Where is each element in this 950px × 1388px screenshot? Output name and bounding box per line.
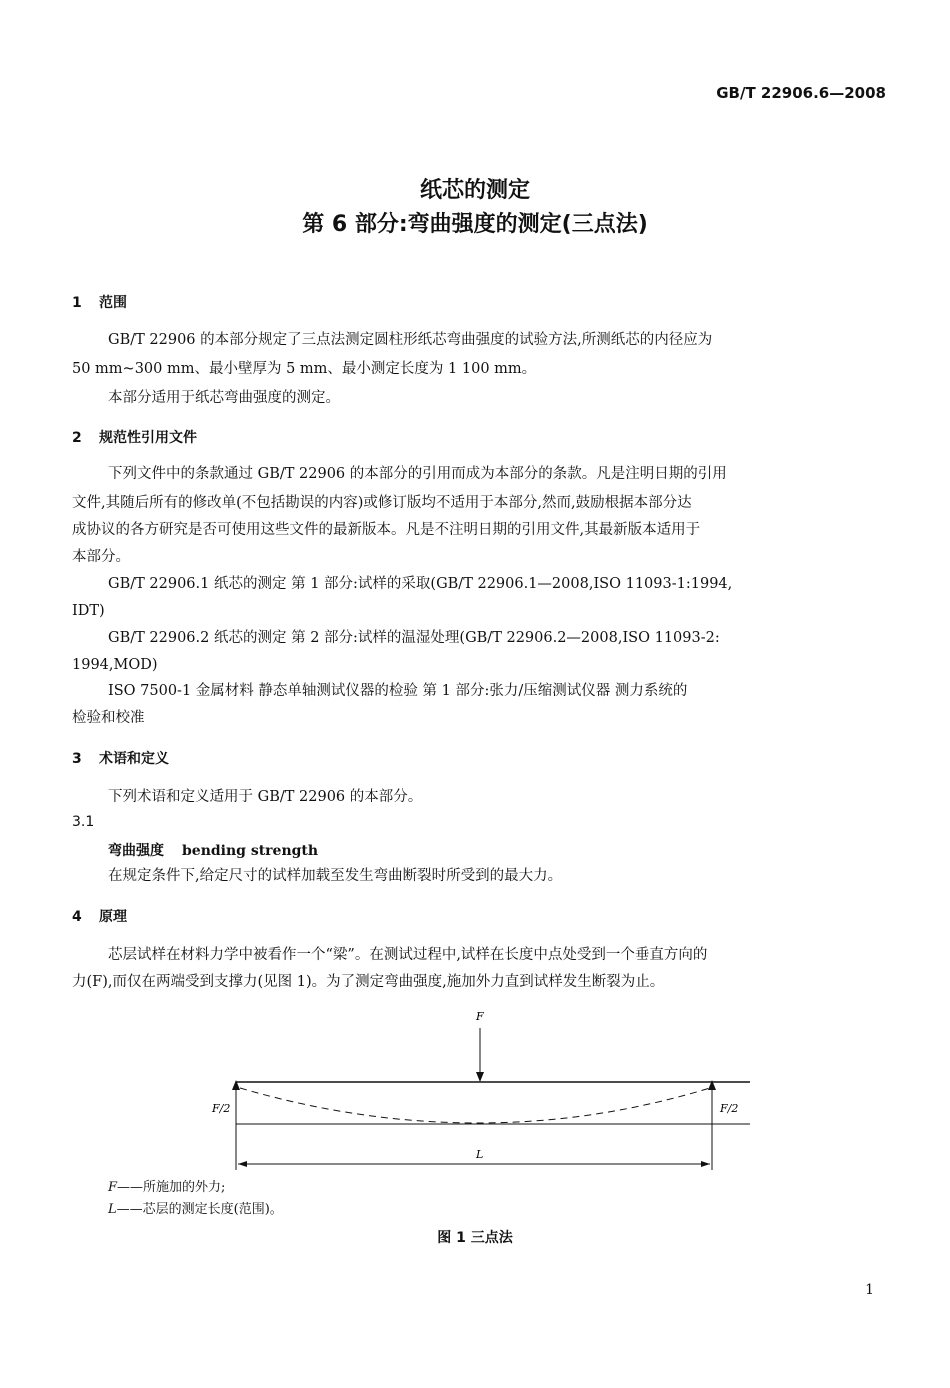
length-label: L [476, 1148, 484, 1161]
section-1-para-line: GB/T 22906 的本部分规定了三点法测定圆柱形纸芯弯曲强度的试验方法,所测纸芯的内径应为 [108, 332, 713, 348]
deflection-curve [240, 1088, 710, 1123]
section-title: 范围 [99, 295, 127, 311]
doc-title: 纸芯的测定 [419, 178, 530, 203]
term-definition: 在规定条件下,给定尺寸的试样加载至发生弯曲断裂时所受到的最大力。 [108, 868, 563, 884]
three-point-bend-diagram [190, 1010, 770, 1180]
term-chinese: 弯曲强度 [108, 843, 164, 859]
section-4-para-line: 芯层试样在材料力学中被看作一个“梁”。在测试过程中,试样在长度中点处受到一个垂直方向的 [108, 947, 708, 963]
section-number: 3 [72, 751, 82, 767]
term-english: bending strength [182, 843, 319, 859]
force-arrow-head [476, 1072, 484, 1082]
section-2-para-line: 本部分。 [72, 549, 130, 565]
reference-1-cont: IDT) [72, 603, 105, 619]
standard-number: GB/T 22906.6—2008 [716, 84, 886, 102]
section-4-heading [72, 906, 127, 926]
figure-caption: 图 1 三点法 [437, 1230, 513, 1246]
section-3-para: 下列术语和定义适用于 GB/T 22906 的本部分。 [108, 789, 423, 805]
legend-item [108, 1177, 283, 1199]
section-number: 4 [72, 909, 82, 925]
section-1-heading [72, 292, 127, 312]
reference-1: GB/T 22906.1 纸芯的测定 第 1 部分:试样的采取(GB/T 22906.1—2008,ISO 11093-1:1994, [108, 576, 733, 592]
legend-text: ——所施加的外力; [117, 1180, 226, 1195]
section-number: 2 [72, 430, 82, 446]
reference-2: GB/T 22906.2 纸芯的测定 第 2 部分:试样的温湿处理(GB/T 22906.2—2008,ISO 11093-2: [108, 630, 720, 646]
legend-item [108, 1199, 283, 1221]
reference-3-cont: 检验和校准 [72, 710, 145, 726]
subsection-number: 3.1 [72, 814, 95, 830]
section-number: 1 [72, 295, 82, 311]
section-title: 原理 [99, 909, 127, 925]
right-reaction-label: F/2 [720, 1102, 739, 1115]
reference-2-cont: 1994,MOD) [72, 657, 158, 673]
force-label: F [476, 1010, 484, 1023]
doc-subtitle: 第 6 部分:弯曲强度的测定(三点法) [302, 212, 648, 237]
section-2-para-line: 成协议的各方研究是否可使用这些文件的最新版本。凡是不注明日期的引用文件,其最新版本适用于 [72, 522, 701, 538]
left-reaction-label: F/2 [212, 1102, 231, 1115]
section-1-para-line: 50 mm~300 mm、最小壁厚为 5 mm、最小测定长度为 1 100 mm。 [72, 361, 537, 377]
legend-text: ——芯层的测定长度(范围)。 [116, 1202, 283, 1217]
section-4-para-line: 力(F),而仅在两端受到支撑力(见图 1)。为了测定弯曲强度,施加外力直到试样发生断裂为止。 [72, 974, 665, 990]
section-2-para-line: 下列文件中的条款通过 GB/T 22906 的本部分的引用而成为本部分的条款。凡是注明日期的引用 [108, 466, 727, 482]
length-arrow-left [238, 1161, 247, 1167]
reference-3: ISO 7500-1 金属材料 静态单轴测试仪器的检验 第 1 部分:张力/压缩测试仪器 测力系统的 [108, 683, 688, 699]
legend-symbol: L [108, 1202, 117, 1217]
section-1-para-2: 本部分适用于纸芯弯曲强度的测定。 [108, 390, 340, 406]
section-2-para-line: 文件,其随后所有的修改单(不包括勘误的内容)或修订版均不适用于本部分,然而,鼓励根据本部分达 [72, 495, 692, 511]
page-number: 1 [865, 1282, 874, 1298]
figure-legend [108, 1177, 283, 1221]
length-arrow-right [701, 1161, 710, 1167]
section-title: 术语和定义 [99, 751, 169, 767]
section-2-heading [72, 427, 197, 447]
legend-symbol: F [108, 1180, 118, 1195]
section-title: 规范性引用文件 [99, 430, 197, 446]
section-3-heading [72, 748, 169, 768]
